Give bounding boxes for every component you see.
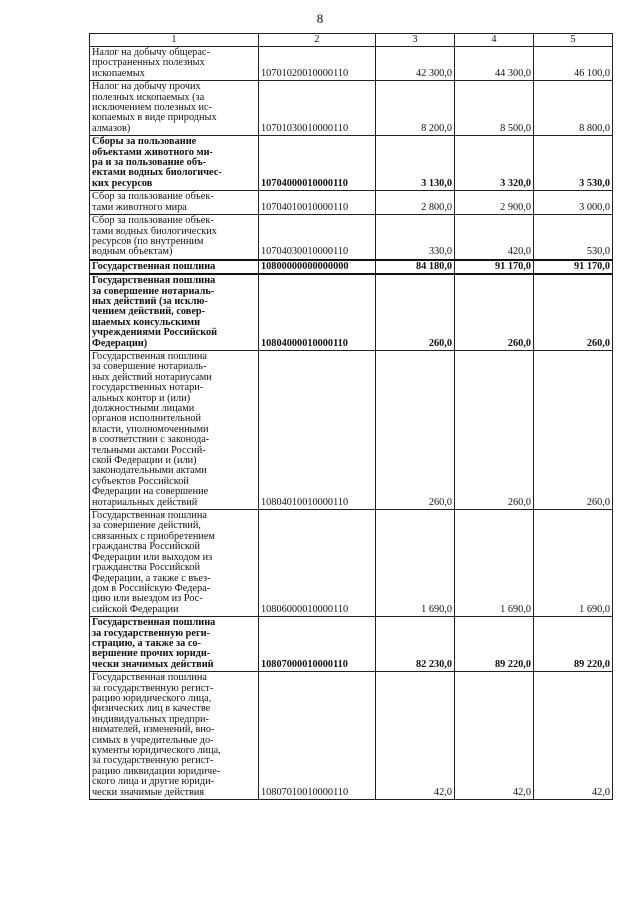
table-row [90, 672, 613, 800]
row-value-col5: 530,0 [534, 215, 613, 260]
column-header-1: 1 [90, 34, 259, 47]
row-value-col3: 84 180,0 [376, 260, 455, 274]
table-row [90, 260, 613, 274]
row-value-col3: 260,0 [376, 274, 455, 350]
row-value-col3: 330,0 [376, 215, 455, 260]
table-row [90, 191, 613, 215]
row-value-col3: 1 690,0 [376, 510, 455, 617]
table-row [90, 510, 613, 617]
row-value-col5: 89 220,0 [534, 617, 613, 672]
column-header-3: 3 [376, 34, 455, 47]
table-row [90, 47, 613, 81]
row-value-col4: 260,0 [455, 274, 534, 350]
row-value-col4: 3 320,0 [455, 136, 534, 191]
row-value-col3: 8 200,0 [376, 81, 455, 136]
row-value-col5: 8 800,0 [534, 81, 613, 136]
row-code-cell: 10804000010000110 [259, 274, 376, 350]
row-value-col3: 260,0 [376, 350, 455, 509]
column-header-5: 5 [534, 34, 613, 47]
row-value-col5: 260,0 [534, 274, 613, 350]
row-value-col4: 420,0 [455, 215, 534, 260]
row-name-cell: Налог на добычу общерас- пространенных полезных ископаемых [90, 47, 259, 81]
page-number: 8 [316, 11, 324, 26]
row-code-cell: 10701020010000110 [259, 47, 376, 81]
row-name-cell: Сбор за пользование объек- тами водных биологических ресурсов (по внутренним водным объектам) [90, 215, 259, 260]
row-value-col3: 2 800,0 [376, 191, 455, 215]
row-value-col5: 42,0 [534, 672, 613, 800]
row-value-col4: 91 170,0 [455, 260, 534, 274]
row-code-cell: 10704030010000110 [259, 215, 376, 260]
row-value-col3: 3 130,0 [376, 136, 455, 191]
row-value-col3: 42,0 [376, 672, 455, 800]
row-value-col4: 42,0 [455, 672, 534, 800]
row-value-col5: 1 690,0 [534, 510, 613, 617]
row-value-col3: 82 230,0 [376, 617, 455, 672]
row-value-col4: 260,0 [455, 350, 534, 509]
row-name-cell: Сбор за пользование объек- тами животного мира [90, 191, 259, 215]
table-row [90, 617, 613, 672]
row-code-cell: 10807000010000110 [259, 617, 376, 672]
row-value-col3: 42 300,0 [376, 47, 455, 81]
row-name-cell: Государственная пошлина за совершение действий, связанных с приобретением гражданства Российской Федерации или выходом из гражданства Российской Федерации, а также с въез- дом в Российскую Федера- цию или выездом из Рос- сийской Федерации [90, 510, 259, 617]
row-value-col5: 3 530,0 [534, 136, 613, 191]
revenue-table [89, 33, 613, 800]
row-code-cell: 10807010010000110 [259, 672, 376, 800]
row-value-col5: 91 170,0 [534, 260, 613, 274]
row-value-col5: 3 000,0 [534, 191, 613, 215]
row-code-cell: 10704000010000110 [259, 136, 376, 191]
row-name-cell: Государственная пошлина за государственную регист- рацию юридического лица, физических лиц в качестве индивидуальных предпри- нимателей, изменений, вно- симых в учредительные до- кументы юридического лица, за государственную регист- рацию ликвидации юридиче- ского лица и другие юриди- чески значимые действия [90, 672, 259, 800]
row-code-cell: 10701030010000110 [259, 81, 376, 136]
table-row [90, 215, 613, 260]
row-value-col5: 46 100,0 [534, 47, 613, 81]
table-row [90, 81, 613, 136]
table-row [90, 350, 613, 509]
row-name-cell: Государственная пошлина [90, 260, 259, 274]
row-value-col4: 2 900,0 [455, 191, 534, 215]
row-code-cell: 10800000000000000 [259, 260, 376, 274]
table-row [90, 136, 613, 191]
column-header-2: 2 [259, 34, 376, 47]
column-header-4: 4 [455, 34, 534, 47]
row-value-col4: 44 300,0 [455, 47, 534, 81]
row-name-cell: Государственная пошлина за совершение нотариаль- ных действий (за исклю- чением действий, совер- шаемых консульскими учреждениями Российской Федерации) [90, 274, 259, 350]
row-name-cell: Налог на добычу прочих полезных ископаемых (за исключением полезных ис- копаемых в виде природных алмазов) [90, 81, 259, 136]
row-value-col4: 8 500,0 [455, 81, 534, 136]
row-value-col4: 89 220,0 [455, 617, 534, 672]
row-name-cell: Государственная пошлина за государственную реги- страцию, а также за со- вершение прочих юриди- чески значимых действий [90, 617, 259, 672]
row-code-cell: 10704010010000110 [259, 191, 376, 215]
row-code-cell: 10804010010000110 [259, 350, 376, 509]
row-name-cell: Сборы за пользование объектами животного ми- ра и за пользование объ- ектами водных биологичес- ких ресурсов [90, 136, 259, 191]
row-value-col5: 260,0 [534, 350, 613, 509]
row-name-cell: Государственная пошлина за совершение нотариаль- ных действий нотариусами государственных нотари- альных контор и (или) должностными лицами органов исполнительной власти, уполномоченными в соответствии с законода- тельными актами Россий- ской Федерации и (или) законодательными актами субъектов Российской Федерации на совершение нотариальных действий [90, 350, 259, 509]
table-row [90, 274, 613, 350]
table-header-row [90, 34, 613, 47]
row-value-col4: 1 690,0 [455, 510, 534, 617]
row-code-cell: 10806000010000110 [259, 510, 376, 617]
